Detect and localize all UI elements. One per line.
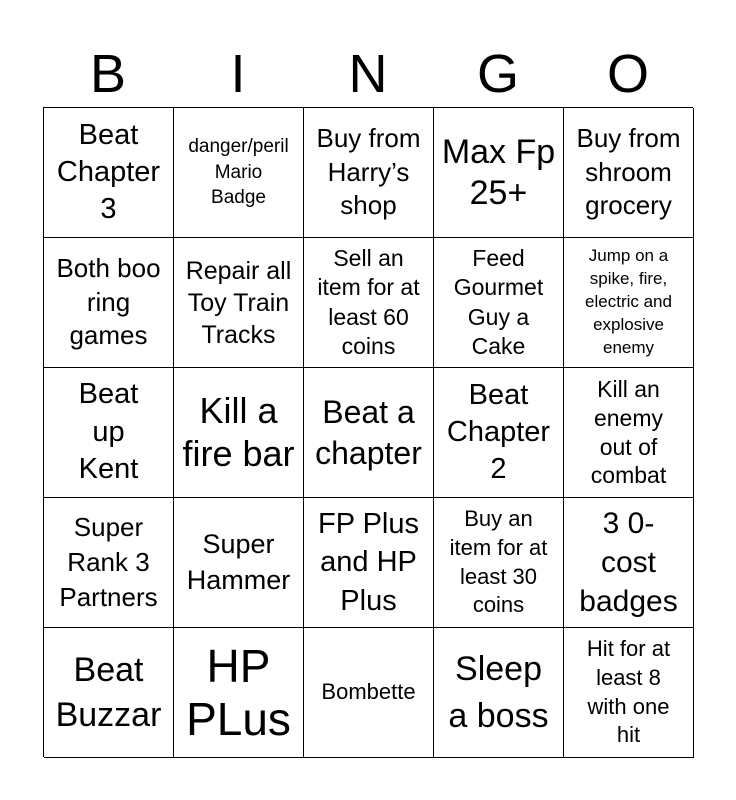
bingo-cell[interactable] [564,498,694,628]
bingo-cell[interactable] [44,628,174,758]
bingo-cell-text: HP PLus [186,639,291,745]
bingo-cell-text: Max Fp 25+ [441,133,556,212]
bingo-cell[interactable] [434,498,564,628]
bingo-cell[interactable] [434,108,564,238]
header-letter-b: B [89,44,127,104]
bingo-cell-text: Beat a chapter [315,393,422,471]
bingo-cell[interactable] [44,368,174,498]
bingo-cell-text: Both boo ring games [56,252,161,351]
bingo-cell[interactable] [304,498,434,628]
bingo-cell[interactable] [44,108,174,238]
header-letter-o: O [606,44,649,104]
bingo-cell[interactable] [44,238,174,368]
bingo-board [43,107,693,757]
bingo-cell[interactable] [564,238,694,368]
bingo-cell-text: Super Rank 3 Partners [59,511,158,613]
bingo-cell-text: Kill an enemy out of combat [590,376,667,489]
bingo-cell[interactable] [434,238,564,368]
bingo-cell-text: Feed Gourmet Guy a Cake [453,245,544,359]
header-letter-i: I [230,44,246,104]
bingo-cell-text: Buy an item for at least 30 coins [449,506,548,618]
bingo-cell-text: Beat Chapter 3 [56,118,161,226]
bingo-cell-text: Beat Chapter 2 [446,378,551,486]
bingo-cell[interactable] [44,498,174,628]
bingo-cell-text: Beat up Kent [78,377,139,486]
bingo-cell-text: Hit for at least 8 with one hit [586,636,671,748]
bingo-cell-text: danger/peril Mario Badge [188,136,289,209]
bingo-cell-text: Buy from shroom grocery [576,122,681,221]
bingo-cell-text: Jump on a spike, fire, electric and explosive enemy [585,246,672,357]
bingo-cell[interactable] [304,628,434,758]
bingo-cell[interactable] [304,238,434,368]
bingo-cell-text: 3 0- cost badges [579,507,678,618]
bingo-cell-text: Bombette [321,679,416,705]
header-letter-g: G [476,44,519,104]
header-letter-n: N [348,44,388,104]
bingo-cell[interactable] [174,628,304,758]
bingo-cell[interactable] [434,368,564,498]
bingo-cell[interactable] [304,368,434,498]
bingo-cell[interactable] [434,628,564,758]
bingo-cell-text: Buy from Harry’s shop [316,122,421,221]
bingo-cell[interactable] [174,108,304,238]
bingo-cell[interactable] [564,628,694,758]
bingo-cell[interactable] [174,368,304,498]
bingo-cell-text: Sleep a boss [448,649,549,735]
bingo-cell-text: Sell an item for at least 60 coins [317,245,420,359]
bingo-cell[interactable] [304,108,434,238]
bingo-cell-text: Super Hammer [186,529,291,595]
bingo-cell-text: Repair all Toy Train Tracks [185,256,292,349]
bingo-cell[interactable] [564,108,694,238]
bingo-cell[interactable] [564,368,694,498]
bingo-cell-text: Beat Buzzar [55,651,162,734]
bingo-cell[interactable] [174,238,304,368]
bingo-header [43,44,693,104]
bingo-cell-text: FP Plus and HP Plus [317,507,419,617]
bingo-cell[interactable] [174,498,304,628]
bingo-cell-text: Kill a fire bar [182,390,295,474]
